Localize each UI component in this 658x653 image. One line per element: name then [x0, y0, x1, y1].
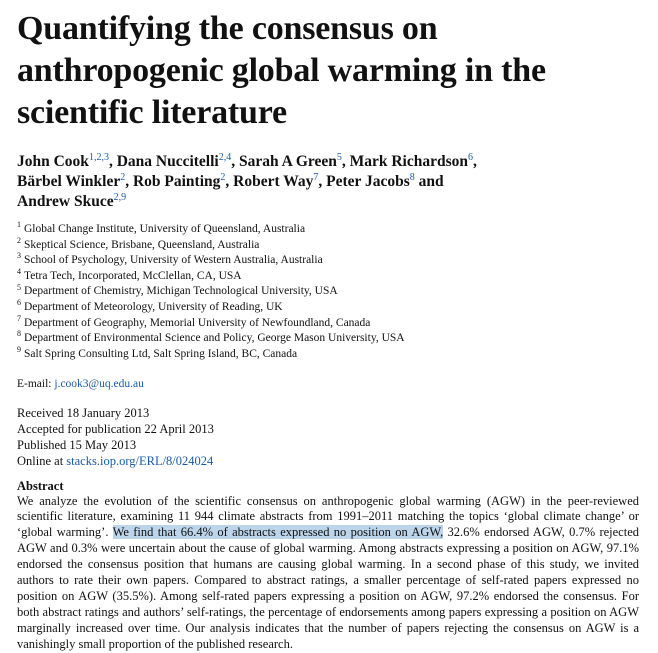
author — [17, 153, 117, 170]
affiliation-number: 5 — [17, 282, 21, 292]
affiliation-number: 7 — [17, 313, 21, 323]
online-location — [17, 454, 647, 470]
author-name: Robert Way — [233, 173, 314, 190]
author-separator: and — [414, 173, 444, 190]
author — [17, 173, 133, 190]
affiliation-number: 8 — [17, 329, 21, 339]
author-separator: , — [231, 153, 239, 170]
affiliation-text: Salt Spring Consulting Ltd, Salt Spring Island, BC, Canada — [24, 347, 298, 360]
author-separator: , — [108, 153, 117, 170]
abstract-body — [17, 494, 639, 653]
author-separator: , — [473, 153, 477, 170]
online-label: Online at — [17, 453, 67, 468]
author-name: Sarah A Green — [238, 153, 337, 170]
affiliation-item — [17, 266, 647, 285]
author-affiliation-marker[interactable]: 2,9 — [113, 191, 127, 203]
author-separator: , — [225, 173, 234, 190]
affiliation-item — [17, 344, 647, 363]
author-name: Bärbel Winkler — [17, 173, 121, 190]
author-separator: , — [318, 173, 327, 190]
author-affiliation-marker[interactable]: 2,4 — [218, 151, 232, 163]
author-name: Mark Richardson — [349, 153, 469, 170]
online-link[interactable]: stacks.iop.org/ERL/8/024024 — [66, 453, 214, 468]
author-separator: , — [341, 153, 350, 170]
author-separator: , — [125, 173, 133, 190]
affiliation-text: Tetra Tech, Incorporated, McClellan, CA, USA — [24, 269, 242, 282]
author-list — [17, 152, 647, 212]
author-name: Rob Painting — [132, 173, 221, 190]
email-link[interactable]: j.cook3@uq.edu.au — [54, 378, 144, 391]
affiliation-text: Skeptical Science, Brisbane, Queensland, Australia — [24, 238, 260, 251]
affiliation-number: 3 — [17, 251, 21, 261]
paper-title: Quantifying the consensus on anthropogenic global warming in the scientific literature — [17, 10, 546, 131]
author — [233, 173, 326, 190]
affiliation-item — [17, 235, 647, 254]
author-affiliation-marker[interactable]: 8 — [409, 171, 415, 183]
affiliation-item — [17, 253, 647, 269]
abstract-heading: Abstract — [17, 478, 64, 493]
author-affiliation-marker[interactable]: 6 — [468, 151, 474, 163]
author — [239, 153, 350, 170]
affiliation-item — [17, 313, 647, 332]
affiliation-list — [17, 222, 647, 362]
published-date: Published 15 May 2013 — [17, 437, 137, 452]
accepted-date: Accepted for publication 22 April 2013 — [17, 422, 214, 437]
author-affiliation-marker[interactable]: 5 — [336, 151, 342, 163]
contact-email — [17, 376, 647, 392]
author — [326, 173, 444, 190]
abstract-text-end: 32.6% endorsed AGW, 0.7% rejected AGW and 0.3% were uncertain about the cause of global warming. Among abstracts expressing a position on AGW, 97.1% endorsed the consensus position that humans are causing global warming. In a second phase of this study, we invited authors to rate their own papers. Compared to abstract ratings, a smaller percentage of self-rated papers expressed no position on AGW (35.5%). Among self-rated papers expressing a position on AGW, 97.2% endorsed the consensus. For both abstract ratings and authors’ self-ratings, the percentage of endorsements among papers expressing a position on AGW marginally increased over time. Our analysis indicates that the number of papers rejecting the consensus on AGW is a vanishingly small proportion of the published research. — [17, 525, 639, 651]
affiliation-number: 2 — [17, 235, 21, 245]
publication-dates — [17, 406, 647, 469]
affiliation-text: Department of Environmental Science and Policy, George Mason University, USA — [24, 332, 405, 345]
affiliation-item — [17, 300, 647, 316]
author-affiliation-marker[interactable]: 2 — [220, 171, 226, 183]
author-name: Dana Nuccitelli — [116, 153, 219, 170]
affiliation-number: 9 — [17, 344, 21, 354]
affiliation-text: Department of Chemistry, Michigan Technological University, USA — [24, 285, 338, 298]
highlighted-selection[interactable]: We find that 66.4% of abstracts expressed no position on AGW, — [112, 525, 444, 540]
affiliation-number: 6 — [17, 298, 21, 308]
author-affiliation-marker[interactable]: 7 — [313, 171, 319, 183]
paper-page — [17, 8, 647, 653]
affiliation-item — [17, 331, 647, 347]
author-affiliation-marker[interactable]: 2 — [120, 171, 126, 183]
email-label: E-mail: — [17, 378, 55, 391]
received-date: Received 18 January 2013 — [17, 406, 150, 421]
affiliation-item — [17, 222, 647, 238]
affiliation-item — [17, 284, 647, 300]
affiliation-text: School of Psychology, University of Western Australia, Australia — [24, 254, 323, 267]
author-name: Andrew Skuce — [17, 193, 114, 210]
author — [133, 173, 233, 190]
affiliation-number: 4 — [17, 266, 21, 276]
abstract-text-start: We analyze the evolution of the scientific consensus on anthropogenic global warming (AGW) in the peer-reviewed scientific literature, examining 11 944 climate abstracts from 1991–2011 matching the topics ‘global climate change’ or ‘global warming’. — [17, 493, 639, 540]
author — [117, 153, 239, 170]
affiliation-text: Department of Meteorology, University of Reading, UK — [24, 300, 283, 313]
affiliation-text: Department of Geography, Memorial University of Newfoundland, Canada — [24, 316, 371, 329]
affiliation-text: Global Change Institute, University of Queensland, Australia — [24, 223, 306, 235]
author-affiliation-marker[interactable]: 1,2,3 — [88, 151, 109, 163]
author-name: John Cook — [17, 153, 89, 170]
affiliation-number: 1 — [17, 220, 21, 230]
author — [17, 193, 126, 210]
author-name: Peter Jacobs — [326, 173, 410, 190]
author — [350, 153, 477, 170]
